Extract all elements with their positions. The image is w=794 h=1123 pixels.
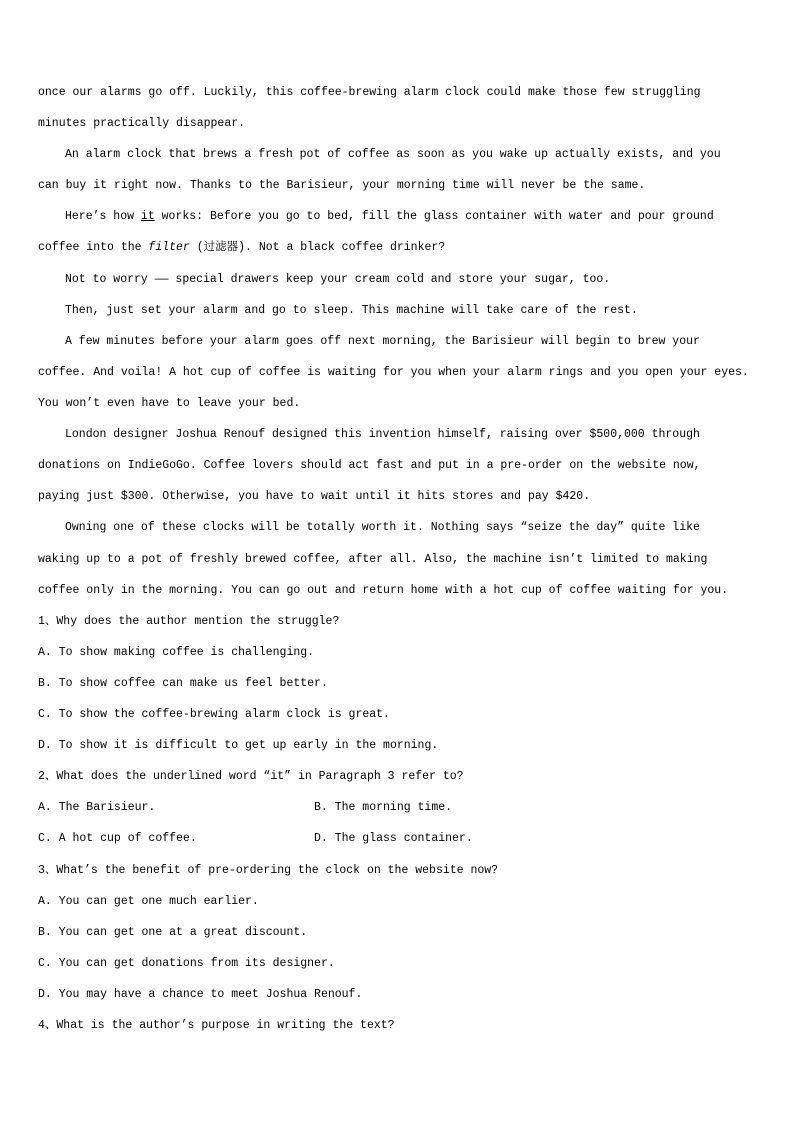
text-run: Owning one of these clocks will be totally worth it. Nothing says “seize the day” quite like	[65, 521, 700, 534]
passage-line	[38, 396, 300, 412]
text-run: coffee into the	[38, 241, 149, 254]
text-run: coffee. And voila! A hot cup of coffee is waiting for you when your alarm rings and you open your eyes.	[38, 366, 749, 379]
passage-line	[38, 458, 701, 474]
question-stem: 3、What’s the benefit of pre-ordering the clock on the website now?	[38, 864, 499, 877]
text-run: London designer Joshua Renouf designed this invention himself, raising over $500,000 through	[65, 428, 700, 441]
text-run: minutes practically disappear.	[38, 117, 246, 130]
passage-line	[65, 520, 700, 536]
passage-line	[38, 365, 749, 381]
text-run: A few minutes before your alarm goes off next morning, the Barisieur will begin to brew your	[65, 335, 700, 348]
text-run: An alarm clock that brews a fresh pot of coffee as soon as you wake up actually exists, and you	[65, 148, 721, 161]
answer-option: A. The Barisieur.	[38, 801, 156, 814]
text-run: waking up to a pot of freshly brewed coffee, after all. Also, the machine isn’t limited to making	[38, 553, 708, 566]
text-run: (过滤器). Not a black coffee drinker?	[189, 241, 446, 254]
text-run: Here’s how	[65, 210, 141, 223]
answer-option: B. The morning time.	[314, 801, 453, 814]
answer-option: A. You can get one much earlier.	[38, 895, 259, 908]
question-stem: 1、Why does the author mention the struggle?	[38, 615, 340, 628]
answer-option: C. To show the coffee-brewing alarm clock is great.	[38, 708, 390, 721]
text-run: Not to worry —— special drawers keep your cream cold and store your sugar, too.	[65, 273, 611, 286]
passage-line	[65, 334, 700, 350]
passage-line	[38, 583, 728, 599]
passage-line	[38, 552, 707, 568]
answer-option: A. To show making coffee is challenging.	[38, 646, 315, 659]
option-row	[38, 800, 453, 816]
answer-option: D. To show it is difficult to get up early in the morning.	[38, 739, 439, 752]
passage-line	[65, 209, 714, 225]
text-run: works: Before you go to bed, fill the glass container with water and pour ground	[154, 210, 714, 223]
option-row	[38, 831, 473, 847]
passage-line	[65, 303, 638, 319]
answer-option: D. The glass container.	[314, 832, 473, 845]
passage-line	[38, 116, 245, 132]
text-run: Then, just set your alarm and go to sleep. This machine will take care of the rest.	[65, 304, 638, 317]
passage-line	[38, 489, 590, 505]
passage-line	[65, 427, 700, 443]
passage-line	[38, 85, 701, 101]
text-run: donations on IndieGoGo. Coffee lovers should act fast and put in a pre-order on the website now,	[38, 459, 701, 472]
question-stem: 4、What is the author’s purpose in writing the text?	[38, 1019, 395, 1032]
answer-option: D. You may have a chance to meet Joshua Renouf.	[38, 988, 363, 1001]
answer-option: B. To show coffee can make us feel better.	[38, 677, 328, 690]
text-run: can buy it right now. Thanks to the Barisieur, your morning time will never be the same.	[38, 179, 646, 192]
answer-option: B. You can get one at a great discount.	[38, 926, 308, 939]
passage-line	[65, 147, 721, 163]
passage-line	[38, 240, 445, 256]
underlined-word: it	[140, 210, 155, 223]
question-stem: 2、What does the underlined word “it” in Paragraph 3 refer to?	[38, 770, 464, 783]
text-run: paying just $300. Otherwise, you have to wait until it hits stores and pay $420.	[38, 490, 591, 503]
answer-option: C. You can get donations from its designer.	[38, 957, 335, 970]
answer-option: C. A hot cup of coffee.	[38, 832, 197, 845]
text-run: You won’t even have to leave your bed.	[38, 397, 301, 410]
text-run: once our alarms go off. Luckily, this coffee-brewing alarm clock could make those few struggling	[38, 86, 701, 99]
italic-word: filter	[148, 241, 190, 254]
passage-line	[65, 272, 610, 288]
text-run: coffee only in the morning. You can go out and return home with a hot cup of coffee waiting for you.	[38, 584, 729, 597]
passage-line	[38, 178, 645, 194]
